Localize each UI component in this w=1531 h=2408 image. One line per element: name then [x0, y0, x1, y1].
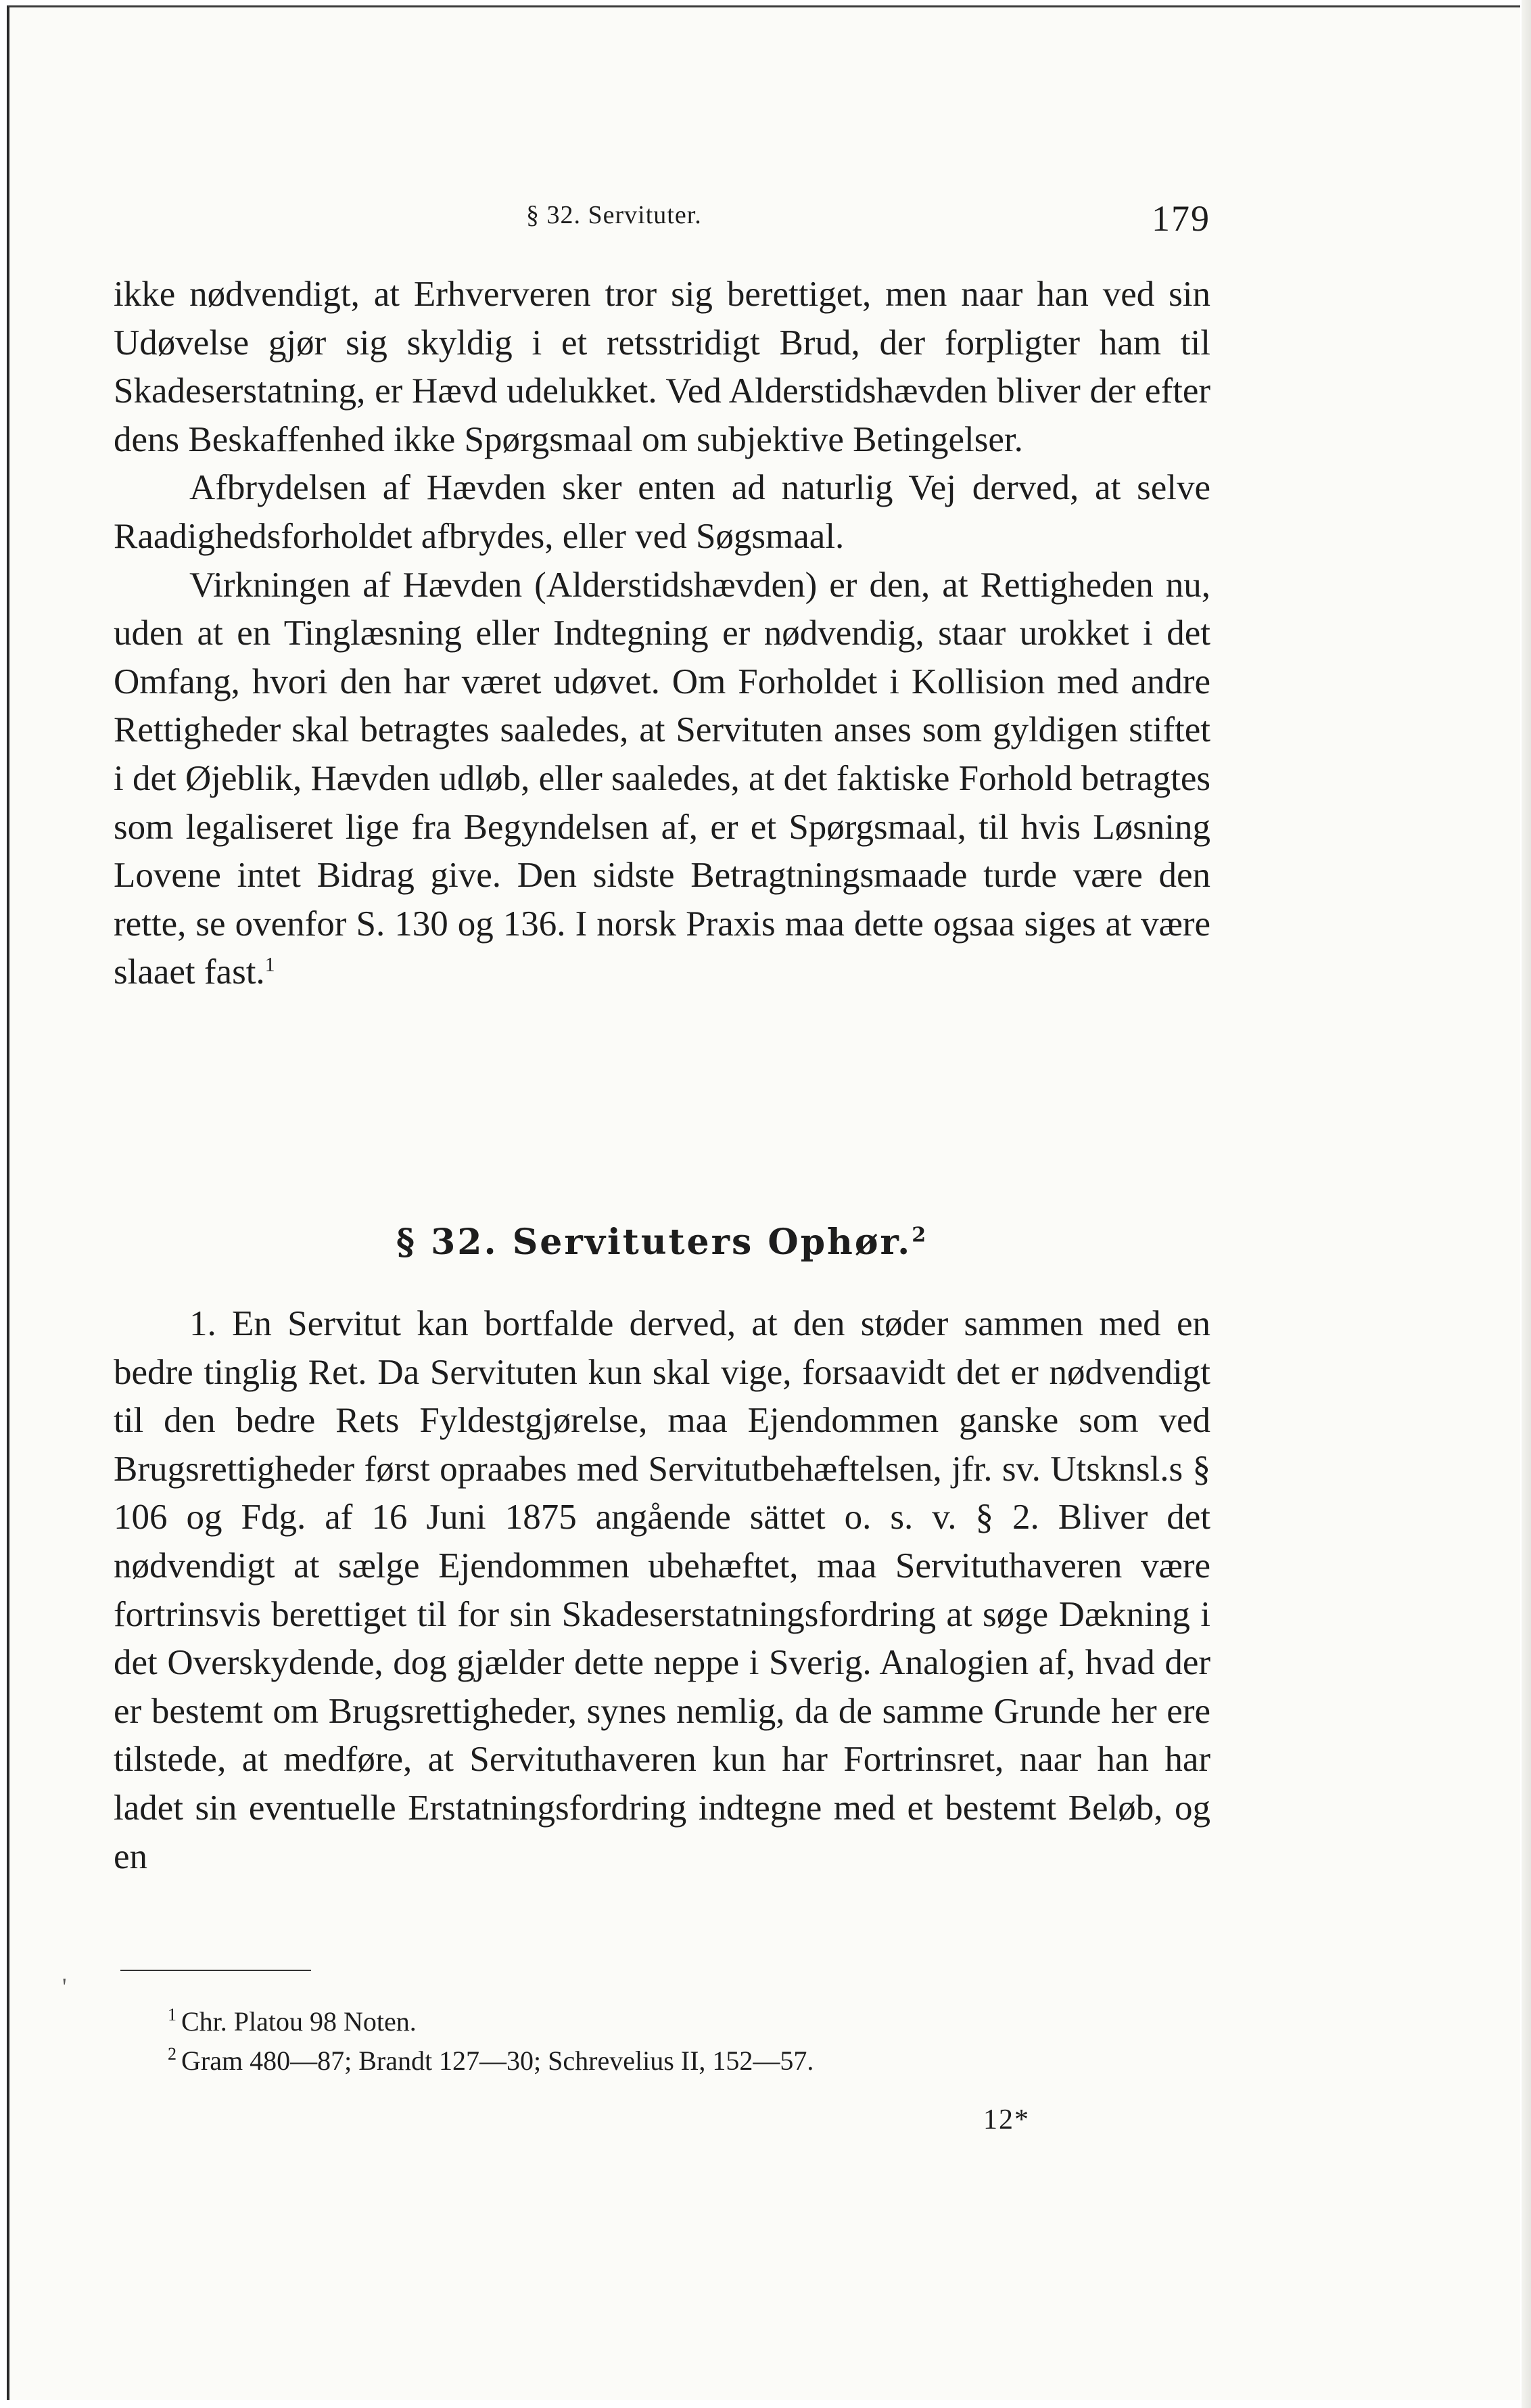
footnote-divider [120, 1970, 311, 1971]
footnote [168, 2041, 1128, 2081]
paragraph-with-footnote [114, 561, 1210, 997]
footnote-text: Gram 480—87; Brandt 127—30; Schrevelius II, 152—57. [181, 2045, 814, 2076]
paragraph: Afbrydelsen af Hævden sker enten ad naturlig Vej derved, at selve Raadighedsforholdet afbrydes, eller ved Søgsmaal. [114, 468, 1210, 556]
section-heading-text: § 32. Servituters Ophør. [396, 1222, 912, 1263]
footnote [168, 2002, 1128, 2041]
footnote-ref: 1 [264, 953, 275, 976]
running-head [114, 198, 1210, 238]
footnote-text: Chr. Platou 98 Noten. [181, 2006, 417, 2037]
scan-edge [1522, 0, 1531, 2408]
paragraph: 1. En Servitut kan bortfalde derved, at den støder sammen med en bedre tinglig Ret. Da Servituten kun skal vige, forsaavidt det er nødvendigt til den bedre Rets Fyldestgjørelse, maa Ejendommen ganske som ved Brugsrettigheder først opraabes med Servitutbehæftelsen, jfr. sv. Utsknsl.s § 106 og Fdg. af 16 Juni 1875 angående sättet o. s. v. § 2. Bliver det nødvendigt at sælge Ejendommen ubehæftet, maa Servituthaveren være fortrinsvis berettiget til for sin Skadeserstatningsfordring at søge Dækning i det Overskydende, dog gjælder dette neppe i Sverig. Analogien af, hvad der er bestemt om Brugsrettigheder, synes nemlig, da de samme Grunde her ere tilstede, at medføre, at Servituthaveren kun har Fortrinsret, naar han har ladet sin eventuelle Erstatningsfordring indtegne med et bestemt Beløb, og en [114, 1304, 1210, 1876]
footnote-mark: 1 [168, 2005, 176, 2024]
page-number: 179 [1152, 198, 1210, 239]
signature-mark: 12* [983, 2104, 1030, 2135]
text-block-top [114, 271, 1210, 997]
text-block-bottom [114, 1300, 1210, 1881]
footnote-ref: 2 [912, 1223, 928, 1247]
stray-mark: ' [62, 1973, 67, 2000]
paragraph: ikke nødvendigt, at Erhververen tror sig berettiget, men naar han ved sin Udøvelse gjør sig skyldig i et retsstridigt Brud, der forpligter ham til Skadeserstatning, er Hævd udelukket. Ved Alderstidshævden bliver der efter dens Beskaffenhed ikke Spørgsmaal om subjektive Betingelser. [114, 275, 1210, 459]
section-heading [114, 1222, 1210, 1263]
running-head-section: § 32. Servituter. [526, 201, 702, 229]
footnotes [168, 2002, 1128, 2081]
paragraph-text: Virkningen af Hævden (Alderstidshævden) er den, at Rettigheden nu, uden at en Tinglæsning eller Indtegning er nødvendig, staar urokket i det Omfang, hvori den har været udøvet. Om Forholdet i Kollision med andre Rettigheder skal betragtes saaledes, at Servituten anses som gyldigen stiftet i det Øjeblik, Hævden udløb, eller saaledes, at det faktiske Forhold betragtes som legaliseret lige fra Begyndelsen af, er et Spørgsmaal, til hvis Løsning Lovene intet Bidrag give. Den sidste Betragtningsmaade turde være den rette, se ovenfor S. 130 og 136. I norsk Praxis maa dette ogsaa siges at være slaaet fast. [114, 565, 1210, 992]
footnote-mark: 2 [168, 2044, 176, 2064]
